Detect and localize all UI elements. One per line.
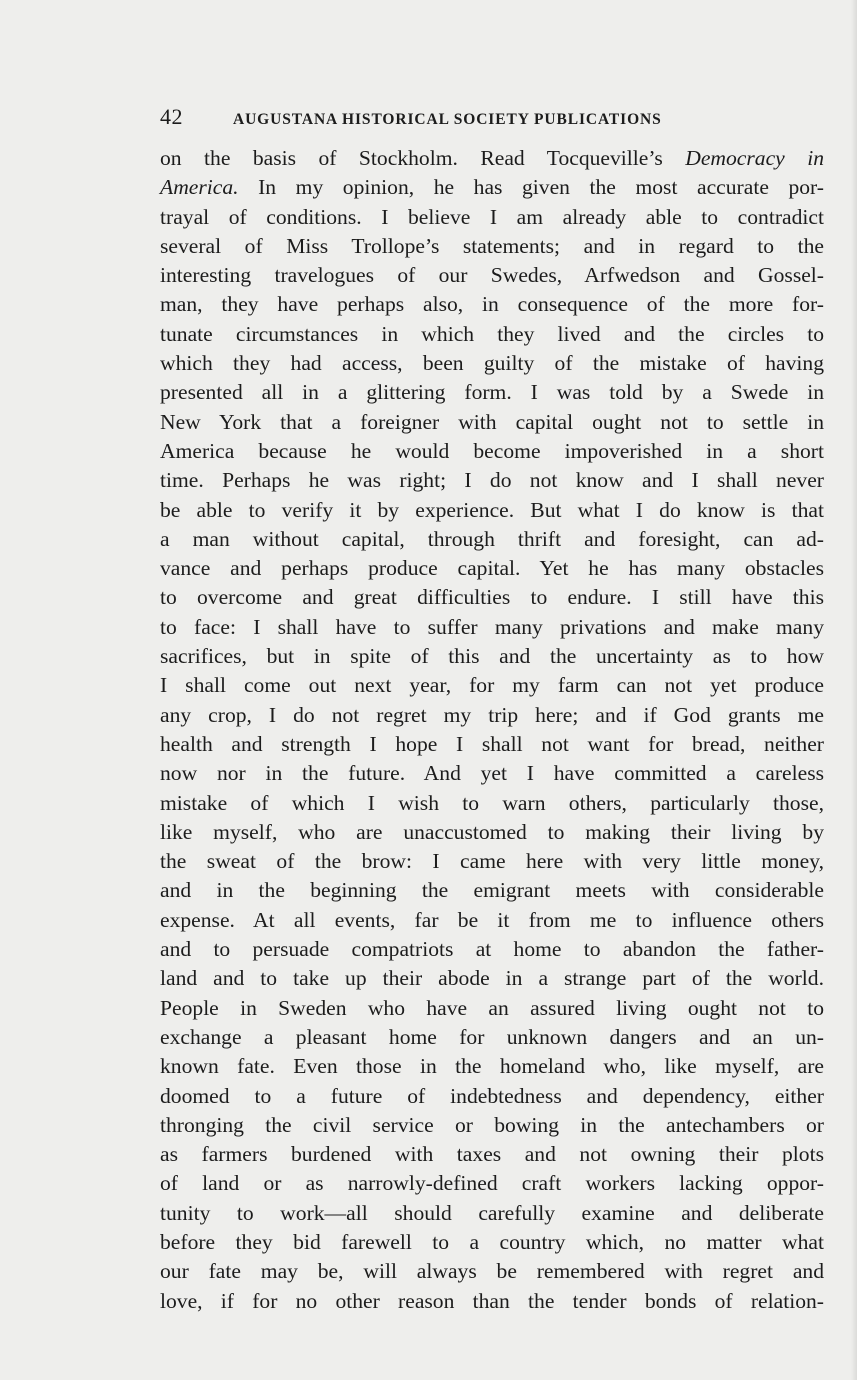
text-line	[160, 789, 824, 818]
text-segment: before they bid farewell to a country which, no matter what	[160, 1229, 824, 1254]
text-line	[160, 349, 824, 378]
text-segment: on the basis of Stockholm. Read Tocqueville’s	[160, 146, 686, 170]
text-line	[160, 701, 824, 730]
text-segment: expense. At all events, far be it from me to influence others	[160, 907, 824, 932]
text-segment: several of Miss Trollope’s statements; and in regard to the	[160, 233, 824, 258]
text-segment: which they had access, been guilty of the mistake of having	[160, 351, 824, 376]
running-head	[160, 104, 824, 132]
text-segment: vance and perhaps produce capital. Yet he has many obstacles	[160, 556, 824, 581]
text-segment: In my opinion, he has given the most accurate por-	[238, 175, 824, 200]
text-segment: time. Perhaps he was right; I do not know and I shall never	[160, 468, 824, 493]
running-title: AUGUSTANA HISTORICAL SOCIETY PUBLICATIONS	[233, 111, 662, 128]
text-line	[160, 1140, 824, 1169]
text-line	[160, 290, 824, 319]
page-edge-shadow	[851, 0, 857, 1380]
text-segment: land and to take up their abode in a strange part of the world.	[160, 966, 824, 991]
text-line	[160, 1199, 824, 1228]
text-segment: tunate circumstances in which they lived and the circles to	[160, 321, 824, 346]
text-line	[160, 906, 824, 935]
text-segment: love, if for no other reason than the tender bonds of relation-	[160, 1288, 824, 1313]
text-line	[160, 466, 824, 495]
text-segment: known fate. Even those in the homeland who, like myself, are	[160, 1054, 824, 1079]
text-line	[160, 408, 824, 437]
text-line	[160, 232, 824, 261]
text-segment: and to persuade compatriots at home to abandon the father-	[160, 937, 824, 962]
text-line	[160, 1082, 824, 1111]
text-segment: to face: I shall have to suffer many privations and make many	[160, 614, 824, 639]
text-line	[160, 144, 824, 173]
text-line	[160, 759, 824, 788]
text-segment: doomed to a future of indebtedness and dependency, either	[160, 1083, 824, 1108]
text-segment: health and strength I hope I shall not want for bread, neither	[160, 731, 824, 756]
text-line	[160, 525, 824, 554]
text-line	[160, 1169, 824, 1198]
text-segment: exchange a pleasant home for unknown dangers and an un-	[160, 1024, 824, 1049]
text-line	[160, 1228, 824, 1257]
text-segment: man, they have perhaps also, in consequence of the more for-	[160, 292, 824, 317]
text-segment: trayal of conditions. I believe I am already able to contradict	[160, 204, 824, 229]
text-segment: thronging the civil service or bowing in the antechambers or	[160, 1112, 824, 1137]
text-line	[160, 583, 824, 612]
text-line	[160, 261, 824, 290]
text-line	[160, 613, 824, 642]
text-segment: and in the beginning the emigrant meets with considerable	[160, 878, 824, 903]
italic-text: America.	[160, 175, 239, 200]
text-line	[160, 964, 824, 993]
text-line	[160, 935, 824, 964]
text-line	[160, 1257, 824, 1286]
text-line	[160, 642, 824, 671]
text-segment: any crop, I do not regret my trip here; and if God grants me	[160, 702, 824, 727]
text-segment: now nor in the future. And yet I have committed a careless	[160, 761, 824, 786]
text-line	[160, 173, 824, 202]
text-line	[160, 876, 824, 905]
text-segment: the sweat of the brow: I came here with very little money,	[160, 849, 824, 874]
text-segment: tunity to work—all should carefully examine and deliberate	[160, 1200, 824, 1225]
text-segment: New York that a foreigner with capital ought not to settle in	[160, 409, 824, 434]
text-segment: I shall come out next year, for my farm can not yet produce	[160, 673, 824, 698]
text-line	[160, 496, 824, 525]
text-line	[160, 730, 824, 759]
text-segment: presented all in a glittering form. I was told by a Swede in	[160, 380, 824, 405]
text-segment: a man without capital, through thrift and foresight, can ad-	[160, 526, 824, 551]
text-segment: be able to verify it by experience. But what I do know is that	[160, 497, 824, 522]
body-text	[160, 144, 824, 1316]
text-line	[160, 847, 824, 876]
text-line	[160, 1287, 824, 1316]
italic-text: Democracy in	[685, 146, 824, 170]
text-line	[160, 671, 824, 700]
text-segment: of land or as narrowly-defined craft workers lacking oppor-	[160, 1171, 824, 1196]
text-line	[160, 437, 824, 466]
text-line	[160, 203, 824, 232]
text-segment: America because he would become impoverished in a short	[160, 438, 824, 463]
text-line	[160, 554, 824, 583]
text-segment: mistake of which I wish to warn others, particularly those,	[160, 790, 824, 815]
text-segment: interesting travelogues of our Swedes, Arfwedson and Gossel-	[160, 263, 824, 288]
text-segment: to overcome and great difficulties to endure. I still have this	[160, 585, 824, 610]
text-line	[160, 1111, 824, 1140]
text-line	[160, 994, 824, 1023]
text-segment: our fate may be, will always be remembered with regret and	[160, 1259, 824, 1284]
page-number: 42	[160, 104, 183, 129]
text-line	[160, 320, 824, 349]
text-segment: sacrifices, but in spite of this and the uncertainty as to how	[160, 644, 824, 669]
text-segment: as farmers burdened with taxes and not owning their plots	[160, 1142, 824, 1167]
text-line	[160, 1023, 824, 1052]
text-line	[160, 818, 824, 847]
text-segment: People in Sweden who have an assured living ought not to	[160, 995, 824, 1020]
text-line	[160, 378, 824, 407]
text-segment: like myself, who are unaccustomed to making their living by	[160, 819, 824, 844]
text-line	[160, 1052, 824, 1081]
